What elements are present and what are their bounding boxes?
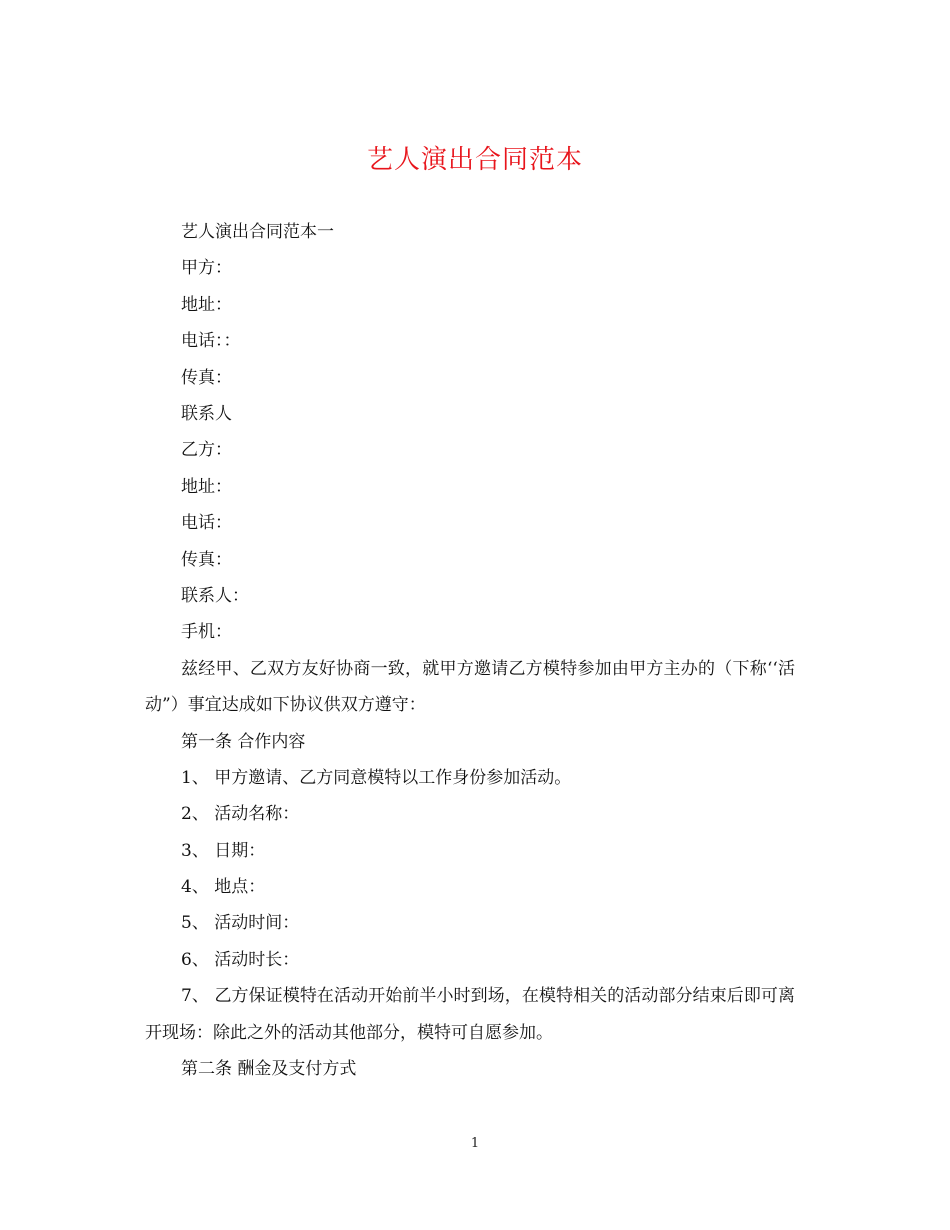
document-body: [145, 220, 795, 1093]
party-b-contact: 联系人：: [181, 585, 249, 606]
party-b-address: 地址：: [181, 476, 232, 497]
party-b-fax: 传真：: [181, 549, 232, 570]
party-a-address: 地址：: [181, 294, 232, 315]
party-b-phone: 电话：: [181, 513, 232, 534]
contract-subtitle: 艺人演出合同范本一: [181, 222, 334, 242]
article-1-item-7: 7、 乙方保证模特在活动开始前半小时到场，在模特相关的活动部分结束后即可离开现场：除此之外的活动其他部分，模特可自愿参加。: [145, 986, 795, 1043]
article-1-item-4: 4、 地点：: [181, 877, 266, 898]
party-a-label: 甲方：: [181, 258, 232, 279]
article-1-heading: 第一条 合作内容: [181, 731, 306, 752]
article-2-heading: 第二条 酬金及支付方式: [181, 1059, 357, 1080]
party-a-phone: 电话：：: [181, 331, 241, 352]
intro-paragraph: 兹经甲、乙双方友好协商一致，就甲方邀请乙方模特参加由甲方主办的（下称‘‘活动”）事宜达成如下协议供双方遵守：: [145, 658, 795, 716]
party-a-fax: 传真：: [181, 367, 232, 388]
party-b-label: 乙方：: [181, 440, 232, 461]
article-1-item-2: 2、 活动名称：: [181, 804, 300, 825]
article-1-item-1: 1、 甲方邀请、乙方同意模特以工作身份参加活动。: [181, 767, 572, 788]
article-1-item-3: 3、 日期：: [181, 840, 266, 861]
page-number: 1: [470, 1136, 480, 1151]
article-1-item-5: 5、 活动时间：: [181, 913, 300, 934]
document-title: 艺人演出合同范本: [366, 145, 583, 175]
article-1-item-6: 6、 活动时长：: [181, 949, 300, 970]
party-b-mobile: 手机：: [181, 622, 232, 643]
party-a-contact: 联系人: [181, 403, 232, 424]
